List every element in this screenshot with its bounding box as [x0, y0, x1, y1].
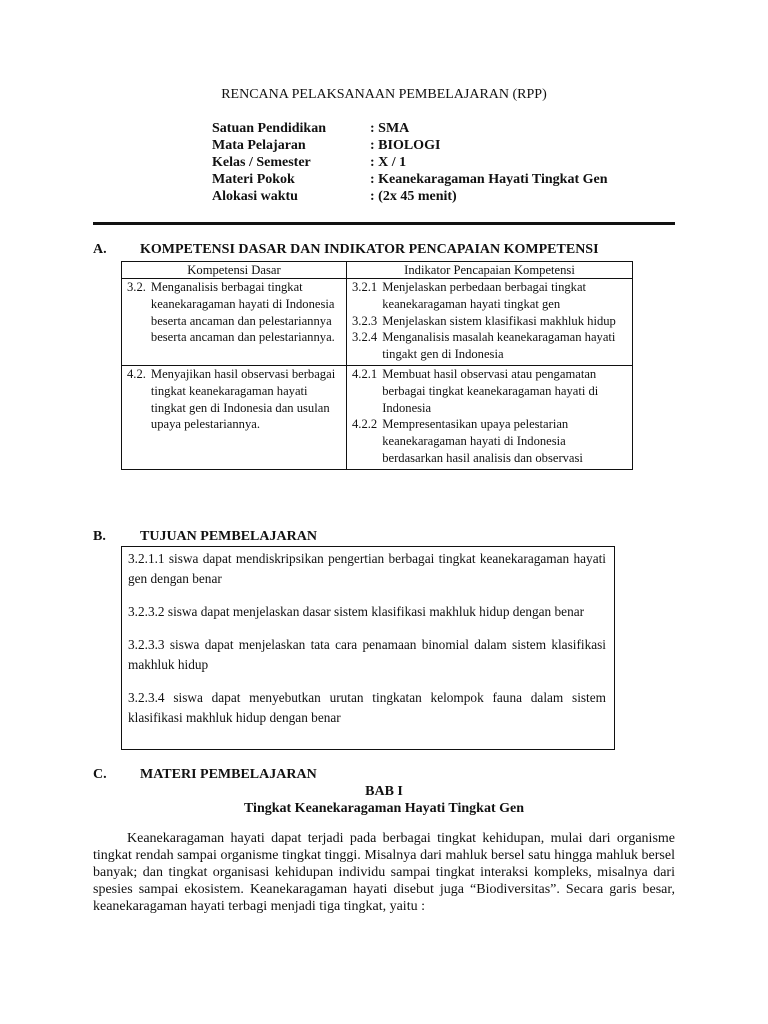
identity-value: : X / 1 — [370, 155, 407, 170]
identity-value: : (2x 45 menit) — [370, 189, 457, 204]
section-c-letter: C. — [93, 767, 107, 782]
document-title: RENCANA PELAKSANAAN PEMBELAJARAN (RPP) — [221, 87, 547, 102]
learning-goal: 3.2.3.4 siswa dapat menyebutkan urutan tingkatan kelompok fauna dalam sistem klasifikasi makhluk hidup dengan benar — [128, 690, 606, 725]
indicator-number: 3.2.3 — [352, 313, 378, 328]
section-b-title: TUJUAN PEMBELAJARAN — [140, 529, 317, 544]
body-paragraph: Keanekaragaman hayati dapat terjadi pada berbagai tingkat kehidupan, mulai dari organisme tingkat rendah sampai organisme tingkat tinggi. Misalnya dari mahluk bersel satu hingga mahluk bersel banyak; dan tingkat organisasi kehidupan individu sampai tingkat interaksi kompleks, misalnya dari spesies sampai ekosistem. Keanekaragaman hayati disebut juga “Biodiversitas”. Secara garis besar, keanekaragaman hayati terbagi menjadi tiga tingkat, yaitu : — [93, 831, 675, 914]
indicator-number: 4.2.1 — [352, 366, 378, 381]
learning-goal: 3.2.1.1 siswa dapat mendiskripsikan pengertian berbagai tingkat keanekaragaman hayati gen dengan benar — [128, 551, 606, 586]
section-a-title: KOMPETENSI DASAR DAN INDIKATOR PENCAPAIAN KOMPETENSI — [140, 242, 599, 257]
section-a-letter: A. — [93, 242, 107, 257]
indicator-number: 3.2.1 — [352, 280, 378, 294]
identity-value: : BIOLOGI — [370, 138, 441, 153]
indicator-cell — [347, 279, 632, 365]
col-header-kd: Kompetensi Dasar — [122, 262, 347, 278]
section-c-title: MATERI PEMBELAJARAN — [140, 767, 317, 782]
learning-goal: 3.2.3.3 siswa dapat menjelaskan tata cara penamaan binomial dalam sistem klasifikasi makhluk hidup — [128, 637, 606, 672]
identity-label: Kelas / Semester — [212, 155, 311, 170]
section-b-heading — [93, 529, 493, 547]
kd-text: Menyajikan hasil observasi berbagai tingkat keanekaragaman hayati tingkat gen di Indonesia dan usulan upaya pelestariannya. — [150, 366, 336, 432]
identity-row — [212, 171, 672, 188]
chapter-number: BAB I — [365, 784, 403, 799]
competency-table — [121, 261, 633, 470]
indicator-text: Membuat hasil observasi atau pengamatan berbagai tingkat keanekaragaman hayati di Indonesia — [382, 366, 599, 415]
competency-table-header — [122, 262, 632, 279]
indicator-number: 3.2.4 — [352, 330, 378, 345]
kd-cell — [122, 366, 347, 469]
header-divider — [93, 222, 675, 225]
identity-row — [212, 120, 672, 137]
identity-value: : SMA — [370, 121, 410, 136]
identity-block — [212, 120, 672, 205]
section-b-letter: B. — [93, 529, 106, 544]
identity-row — [212, 188, 672, 205]
kd-text: Menganalisis berbagai tingkat keanekaragaman hayati di Indonesia beserta ancaman dan pelestariannya beserta ancaman dan pelestariannya. — [150, 280, 335, 345]
identity-label: Mata Pelajaran — [212, 138, 306, 153]
learning-goals-box — [121, 546, 615, 750]
learning-goal: 3.2.3.2 siswa dapat menjelaskan dasar sistem klasifikasi makhluk hidup dengan benar — [128, 604, 585, 619]
identity-label: Alokasi waktu — [212, 189, 298, 204]
kd-number: 3.2. — [127, 280, 146, 294]
identity-row — [212, 154, 672, 171]
indicator-cell — [347, 366, 632, 469]
indicator-text: Menjelaskan perbedaan berbagai tingkat keanekaragaman hayati tingkat gen — [382, 280, 587, 311]
section-c-heading — [93, 767, 493, 785]
identity-label: Satuan Pendidikan — [212, 121, 326, 136]
indicator-text: Menjelaskan sistem klasifikasi makhluk hidup — [382, 313, 616, 328]
col-header-indicator: Indikator Pencapaian Kompetensi — [404, 263, 575, 277]
kd-number: 4.2. — [127, 366, 146, 381]
identity-label: Materi Pokok — [212, 172, 295, 187]
table-row — [122, 279, 632, 365]
indicator-text: Menganalisis masalah keanekaragaman hayati tingakt gen di Indonesia — [382, 330, 616, 362]
chapter-title: Tingkat Keanekaragaman Hayati Tingkat Gen — [243, 801, 525, 816]
table-row — [122, 365, 632, 469]
indicator-number: 4.2.2 — [352, 417, 378, 432]
indicator-text: Mempresentasikan upaya pelestarian keanekaragaman hayati di Indonesia berdasarkan hasil analisis dan observasi — [382, 417, 583, 465]
kd-cell — [122, 279, 347, 365]
section-a-heading — [93, 242, 693, 260]
identity-value: : Keanekaragaman Hayati Tingkat Gen — [370, 172, 608, 187]
identity-row — [212, 137, 672, 154]
